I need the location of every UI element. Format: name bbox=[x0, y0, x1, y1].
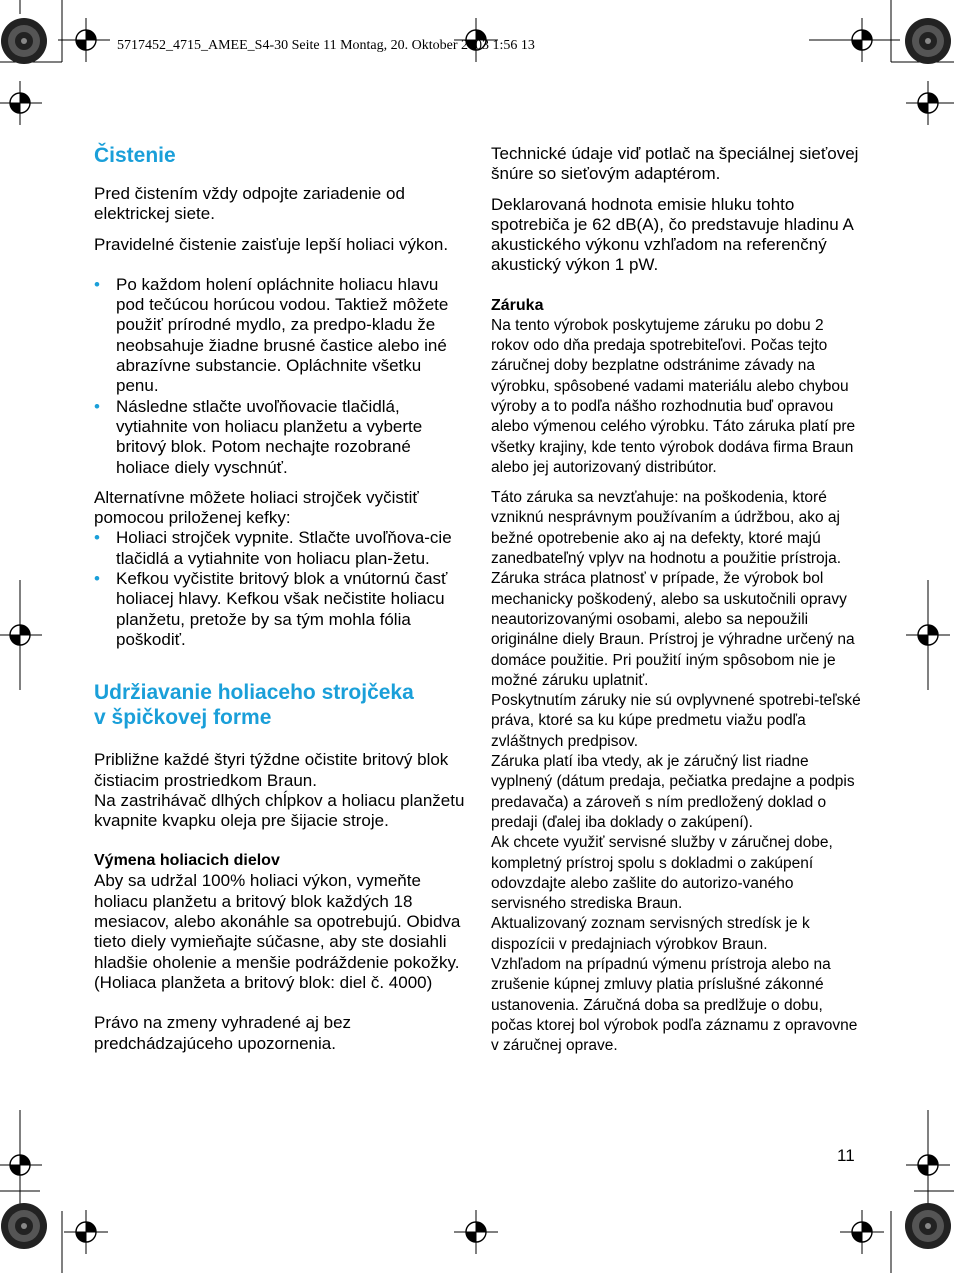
cleaning-alternative: Alternatívne môžete holiaci strojček vyčistiť pomocou priloženej kefky: bbox=[94, 487, 419, 528]
replacement-heading: Výmena holiacich dielov bbox=[94, 852, 280, 870]
warranty-p6: Aktualizovaný zoznam servisných stredísk je k dispozícii v predajniach výrobkov Braun. bbox=[491, 915, 810, 953]
technical-data: Technické údaje viď potlač na špeciálnej sieťovej šnúre so sieťovým adaptérom. bbox=[491, 144, 859, 184]
cleaning-list-2 bbox=[94, 528, 466, 650]
list-item: • Kefkou vyčistite britový blok a vnútornú časť holiacej hlavy. Kefkou však nečistite holiacu planžetu, pretože by sa tým mohla fólia poškodiť. bbox=[94, 569, 448, 649]
bullet-icon: • bbox=[94, 396, 100, 416]
print-header: 5717452_4715_AMEE_S4-30 Seite 11 Montag, 20. Oktober 2003 1:56 13 bbox=[117, 38, 535, 53]
warranty-p1: Na tento výrobok poskytujeme záruku po dobu 2 rokov odo dňa predaja spotrebiteľovi. Počas tejto záručnej doby bezplatne odstránime závady na výrobku, spôsobené vadami materiálu alebo chybou výroby a to podľa nášho rozhodnutia buď opravou alebo výmenou celého výrobku. Táto záruka platí pre všetky krajiny, kde tento výrobok dodáva firma Braun alebo jej autorizovaný distribútor. bbox=[491, 316, 856, 476]
cleaning-list-1 bbox=[94, 275, 466, 478]
maintenance-heading: Udržiavanie holiaceho strojčeka v špičkovej forme bbox=[94, 681, 414, 730]
maintenance-p1: Približne každé štyri týždne očistite britový blok čistiacim prostriedkom Braun. bbox=[94, 750, 449, 790]
list-item: • Holiaci strojček vypnite. Stlačte uvoľňova-cie tlačidlá a vytiahnite von holiacu plan-žetu. bbox=[94, 528, 452, 568]
warranty-p4: Záruka platí iba vtedy, ak je záručný list riadne vyplnený (dátum predaja, pečiatka predajne a podpis predavača) a zároveň s ním predložený doklad o predaji (ďalej iba doklady o zakúpení). bbox=[491, 753, 855, 831]
bullet-icon: • bbox=[94, 274, 100, 294]
bullet-icon: • bbox=[94, 569, 100, 589]
list-item: • Následne stlačte uvoľňovacie tlačidlá, vytiahnite von holiacu planžetu a vyberte britový blok. Potom nechajte rozobrané holiace diely vyschnúť. bbox=[94, 396, 423, 477]
noise-emission: Deklarovaná hodnota emisie hluku tohto spotrebiča je 62 dB(A), čo predstavuje hladinu A akustického výkonu vzhľadom na referenčný akustický výkon 1 pW. bbox=[491, 194, 853, 275]
warranty-heading: Záruka bbox=[491, 296, 544, 314]
warranty-p2: Táto záruka sa nevzťahuje: na poškodenia, ktoré vzniknú nesprávnym používaním a údržbou, ako aj bežné opotrebenie ako aj na defekty, ktoré majú zanedbateľný vplyv na hodnotu a použitie prístroja. Záruka stráca platnosť v prípade, že výrobok bol mechanicky poškodený, alebo sa uskutočnili opravy neautorizovanými osobami, alebo sa nepoužili originálne diely Braun. Prístroj je výhradne určený na domáce použitie. Pri použití iným spôsobom nie je možné záruku uplatniť. bbox=[491, 489, 855, 689]
maintenance-p2: Na zastrihávač dlhých chĺpkov a holiacu planžetu kvapnite kvapku oleja pre šijacie stroje. bbox=[94, 790, 465, 831]
rights-reserved: Právo na zmeny vyhradené aj bez predchádzajúceho upozornenia. bbox=[94, 1013, 352, 1053]
replacement-part-number: (Holiaca planžeta a britový blok: diel č. 4000) bbox=[94, 972, 433, 992]
page-number: 11 bbox=[837, 1146, 855, 1165]
cleaning-heading: Čistenie bbox=[94, 144, 176, 167]
warranty-p3: Poskytnutím záruky nie sú ovplyvnené spotrebi-teľské práva, ktoré sa ku kúpe predmetu viažu podľa zvláštnych predpisov. bbox=[491, 692, 861, 750]
list-item: • Po každom holení opláchnite holiacu hlavu pod tečúcou horúcou vodou. Taktiež môžete použiť prírodné mydlo, za predpo-kladu že neobsahuje žiadne brusné častice alebo iné abrazívne substancie. Opláchnite všetku penu. bbox=[94, 274, 449, 396]
cleaning-intro: Pred čistením vždy odpojte zariadenie od elektrickej siete. bbox=[94, 184, 405, 224]
bullet-icon: • bbox=[94, 528, 100, 548]
warranty-p7: Vzhľadom na prípadnú výmenu prístroja alebo na zrušenie kúpnej zmluvy platia príslušné zákonné ustanovenia. Záručná doba sa predlžuje o dobu, počas ktorej bol výrobok podľa záznamu z opravovne v záručnej oprave. bbox=[491, 955, 858, 1055]
left-column bbox=[94, 140, 466, 1054]
warranty-p5: Ak chcete využiť servisné služby v záručnej dobe, kompletný prístroj spolu s dokladmi o zakúpení odovzdajte alebo zašlite do autorizo-vaného servisného strediska Braun. bbox=[491, 834, 833, 913]
replacement-p1: Aby sa udržal 100% holiaci výkon, vymeňte holiacu planžetu a britový blok každých 18 mesiacov, alebo akonáhle sa opotrebujú. Obidva tieto diely vymieňajte súčasne, aby ste dosiahli hladšie oholenie a menšie podráždenie pokožky. bbox=[94, 871, 461, 972]
cleaning-regular: Pravidelné čistenie zaisťuje lepší holiaci výkon. bbox=[94, 234, 449, 254]
right-column bbox=[491, 140, 863, 1056]
